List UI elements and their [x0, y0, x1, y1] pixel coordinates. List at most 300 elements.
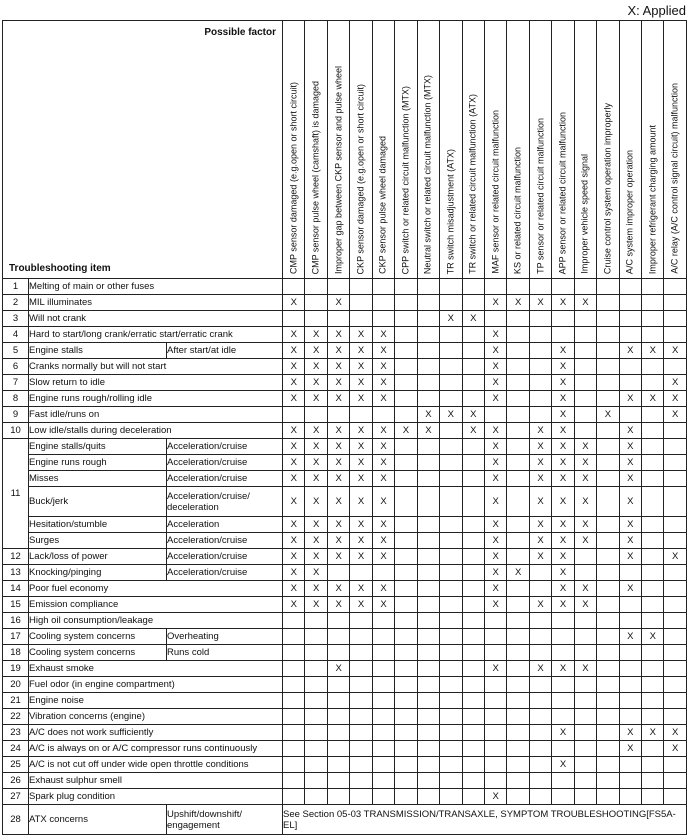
factor-label: CKP sensor pulse wheel damaged: [377, 136, 388, 274]
factor-cell: [440, 517, 462, 533]
legend: X: Applied: [627, 3, 686, 18]
factor-cell: X: [619, 549, 641, 565]
factor-header: [440, 21, 462, 279]
factor-cell: [305, 757, 327, 773]
factor-cell: X: [305, 597, 327, 613]
factor-cell: [664, 455, 686, 471]
factor-cell: [462, 789, 484, 805]
factor-cell: X: [350, 343, 372, 359]
factor-cell: X: [552, 391, 574, 407]
row-number: 2: [3, 295, 29, 311]
factor-cell: [597, 279, 619, 295]
factor-cell: [507, 391, 529, 407]
factor-header: [305, 21, 327, 279]
factor-cell: [305, 295, 327, 311]
factor-cell: X: [305, 455, 327, 471]
factor-cell: X: [372, 597, 394, 613]
factor-cell: [529, 773, 551, 789]
factor-cell: X: [305, 565, 327, 581]
factor-cell: X: [327, 391, 349, 407]
factor-cell: X: [327, 517, 349, 533]
factor-cell: [417, 471, 439, 487]
factor-cell: [395, 597, 417, 613]
factor-cell: X: [664, 741, 686, 757]
factor-cell: [597, 757, 619, 773]
factor-cell: [350, 645, 372, 661]
factor-cell: X: [305, 533, 327, 549]
troubleshooting-item: Cooling system concerns: [29, 645, 167, 661]
factor-cell: [417, 391, 439, 407]
factor-cell: X: [283, 549, 305, 565]
factor-cell: [283, 613, 305, 629]
troubleshooting-item: A/C is always on or A/C compressor runs continuously: [29, 741, 283, 757]
factor-cell: [642, 645, 664, 661]
factor-cell: [462, 455, 484, 471]
troubleshooting-item: High oil consumption/leakage: [29, 613, 283, 629]
factor-cell: [395, 565, 417, 581]
factor-cell: [529, 789, 551, 805]
factor-cell: X: [552, 375, 574, 391]
factor-cell: [395, 533, 417, 549]
factor-cell: X: [552, 533, 574, 549]
factor-cell: [642, 407, 664, 423]
factor-cell: [372, 407, 394, 423]
factor-cell: [462, 487, 484, 517]
factor-cell: [283, 693, 305, 709]
factor-label: CPP switch or related circuit malfunction (MTX): [400, 85, 411, 274]
factor-label: Improper vehicle speed signal: [579, 154, 590, 274]
table-row: [3, 725, 687, 741]
factor-cell: [574, 423, 596, 439]
factor-cell: [484, 311, 506, 327]
table-row: [3, 455, 687, 471]
factor-cell: [440, 549, 462, 565]
factor-cell: [372, 757, 394, 773]
troubleshooting-item: A/C does not work sufficiently: [29, 725, 283, 741]
factor-cell: [642, 773, 664, 789]
factor-cell: [395, 629, 417, 645]
factor-cell: X: [327, 455, 349, 471]
factor-cell: [350, 725, 372, 741]
factor-cell: [305, 279, 327, 295]
factor-cell: [440, 279, 462, 295]
factor-cell: X: [327, 661, 349, 677]
factor-cell: X: [664, 549, 686, 565]
factor-cell: [574, 789, 596, 805]
factor-cell: [305, 645, 327, 661]
factor-cell: [305, 311, 327, 327]
troubleshooting-item: A/C is not cut off under wide open throttle conditions: [29, 757, 283, 773]
factor-cell: [462, 693, 484, 709]
factor-cell: X: [417, 423, 439, 439]
factor-cell: [417, 789, 439, 805]
factor-cell: [529, 709, 551, 725]
factor-cell: [372, 693, 394, 709]
factor-cell: [597, 343, 619, 359]
factor-cell: [507, 533, 529, 549]
row-number: 1: [3, 279, 29, 295]
factor-header: [619, 21, 641, 279]
factor-cell: [372, 709, 394, 725]
factor-cell: [372, 725, 394, 741]
factor-cell: [529, 677, 551, 693]
factor-cell: [507, 597, 529, 613]
factor-cell: [552, 645, 574, 661]
factor-cell: [642, 327, 664, 343]
factor-cell: [597, 549, 619, 565]
factor-cell: [305, 741, 327, 757]
factor-cell: [372, 661, 394, 677]
factor-cell: [395, 407, 417, 423]
factor-label: Cruise control system operation improperly: [602, 102, 613, 274]
factor-cell: [507, 487, 529, 517]
factor-cell: [283, 407, 305, 423]
factor-cell: X: [440, 311, 462, 327]
factor-cell: [619, 375, 641, 391]
factor-cell: [664, 295, 686, 311]
factor-cell: [417, 613, 439, 629]
factor-cell: X: [327, 327, 349, 343]
factor-cell: [417, 295, 439, 311]
factor-cell: [552, 327, 574, 343]
factor-header: [283, 21, 305, 279]
row-number: 3: [3, 311, 29, 327]
factor-cell: [417, 597, 439, 613]
factor-cell: X: [484, 661, 506, 677]
factor-cell: X: [372, 517, 394, 533]
factor-cell: [642, 741, 664, 757]
factor-cell: [642, 279, 664, 295]
troubleshooting-item: Surges: [29, 533, 167, 549]
factor-cell: [574, 629, 596, 645]
troubleshooting-item: Exhaust smoke: [29, 661, 283, 677]
factor-cell: X: [552, 549, 574, 565]
factor-cell: [395, 709, 417, 725]
factor-cell: X: [484, 549, 506, 565]
factor-cell: [350, 757, 372, 773]
row-number: 6: [3, 359, 29, 375]
factor-cell: X: [327, 597, 349, 613]
factor-cell: [484, 757, 506, 773]
factor-cell: [597, 773, 619, 789]
factor-cell: [552, 741, 574, 757]
troubleshooting-item-label: Troubleshooting item: [9, 263, 111, 274]
table-row: [3, 709, 687, 725]
troubleshooting-item: Emission compliance: [29, 597, 283, 613]
factor-cell: [507, 549, 529, 565]
factor-cell: [574, 327, 596, 343]
factor-cell: [440, 327, 462, 343]
factor-cell: [619, 613, 641, 629]
factor-cell: X: [529, 487, 551, 517]
factor-cell: [507, 709, 529, 725]
factor-cell: X: [350, 487, 372, 517]
factor-cell: [529, 343, 551, 359]
factor-cell: X: [552, 757, 574, 773]
table-row: [3, 613, 687, 629]
row-number: 27: [3, 789, 29, 805]
factor-cell: [417, 279, 439, 295]
row-number: 10: [3, 423, 29, 439]
factor-cell: [484, 725, 506, 741]
row-number: 18: [3, 645, 29, 661]
troubleshooting-item: Hard to start/long crank/erratic start/erratic crank: [29, 327, 283, 343]
factor-cell: [440, 439, 462, 455]
factor-cell: X: [350, 533, 372, 549]
factor-cell: [462, 359, 484, 375]
factor-cell: [283, 645, 305, 661]
row-number: 15: [3, 597, 29, 613]
factor-cell: X: [619, 581, 641, 597]
factor-cell: [395, 789, 417, 805]
factor-cell: [664, 773, 686, 789]
factor-cell: X: [507, 565, 529, 581]
factor-cell: X: [327, 295, 349, 311]
condition: Acceleration/cruise: [167, 455, 283, 471]
factor-cell: X: [552, 725, 574, 741]
factor-cell: X: [552, 407, 574, 423]
factor-cell: [372, 279, 394, 295]
factor-header: [327, 21, 349, 279]
troubleshooting-item: Lack/loss of power: [29, 549, 167, 565]
factor-cell: [597, 533, 619, 549]
factor-cell: [507, 327, 529, 343]
factor-cell: [395, 391, 417, 407]
factor-cell: X: [283, 423, 305, 439]
factor-cell: X: [574, 455, 596, 471]
row-number: 25: [3, 757, 29, 773]
factor-cell: [597, 311, 619, 327]
reference-note: See Section 05-03 TRANSMISSION/TRANSAXLE, SYMPTOM TROUBLESHOOTING[FS5A-EL]: [283, 805, 687, 835]
factor-header: [529, 21, 551, 279]
factor-cell: [350, 295, 372, 311]
factor-cell: [440, 789, 462, 805]
factor-cell: [507, 455, 529, 471]
factor-cell: [484, 773, 506, 789]
factor-cell: [484, 407, 506, 423]
factor-cell: [283, 741, 305, 757]
factor-cell: [395, 375, 417, 391]
factor-cell: [574, 757, 596, 773]
factor-cell: X: [327, 487, 349, 517]
factor-cell: [597, 455, 619, 471]
row-number: 4: [3, 327, 29, 343]
factor-cell: [283, 677, 305, 693]
table-row: [3, 533, 687, 549]
factor-cell: [507, 439, 529, 455]
factor-cell: X: [484, 391, 506, 407]
factor-cell: [664, 789, 686, 805]
factor-cell: [642, 423, 664, 439]
factor-cell: [417, 533, 439, 549]
factor-cell: [440, 423, 462, 439]
factor-cell: X: [440, 407, 462, 423]
table-row: [3, 487, 687, 517]
factor-cell: X: [350, 581, 372, 597]
factor-label: Improper refrigerant charging amount: [647, 124, 658, 274]
table-row: [3, 407, 687, 423]
factor-cell: [664, 487, 686, 517]
factor-cell: X: [574, 597, 596, 613]
factor-cell: X: [619, 533, 641, 549]
factor-cell: X: [372, 455, 394, 471]
factor-cell: X: [283, 471, 305, 487]
factor-cell: [529, 311, 551, 327]
row-number: 12: [3, 549, 29, 565]
factor-cell: [395, 359, 417, 375]
factor-cell: [642, 533, 664, 549]
factor-header: [395, 21, 417, 279]
factor-cell: X: [305, 423, 327, 439]
factor-cell: [417, 693, 439, 709]
factor-cell: [619, 645, 641, 661]
factor-cell: X: [529, 661, 551, 677]
row-number: 20: [3, 677, 29, 693]
factor-cell: [574, 549, 596, 565]
factor-cell: [440, 645, 462, 661]
factor-cell: [417, 757, 439, 773]
factor-cell: [462, 613, 484, 629]
factor-cell: [327, 773, 349, 789]
factor-cell: [372, 677, 394, 693]
factor-cell: [664, 581, 686, 597]
factor-cell: [642, 565, 664, 581]
factor-cell: X: [484, 423, 506, 439]
factor-cell: X: [350, 439, 372, 455]
condition: Upshift/downshift/ engagement: [167, 805, 283, 835]
factor-cell: [664, 439, 686, 455]
factor-cell: [484, 693, 506, 709]
factor-cell: X: [283, 375, 305, 391]
factor-cell: [462, 343, 484, 359]
condition: Acceleration/cruise: [167, 565, 283, 581]
factor-cell: [664, 645, 686, 661]
factor-cell: [552, 693, 574, 709]
factor-cell: [664, 597, 686, 613]
factor-cell: X: [283, 517, 305, 533]
factor-cell: [642, 295, 664, 311]
factor-cell: [507, 741, 529, 757]
table-row: [3, 327, 687, 343]
factor-cell: X: [484, 789, 506, 805]
factor-header: [372, 21, 394, 279]
factor-cell: [395, 327, 417, 343]
factor-cell: X: [395, 423, 417, 439]
table-row: [3, 597, 687, 613]
factor-cell: [305, 725, 327, 741]
factor-cell: [417, 629, 439, 645]
factor-cell: [597, 741, 619, 757]
factor-label: APP sensor or related circuit malfunction: [557, 111, 568, 274]
factor-cell: [395, 661, 417, 677]
factor-cell: [305, 789, 327, 805]
troubleshooting-item: Misses: [29, 471, 167, 487]
factor-cell: X: [484, 517, 506, 533]
factor-cell: [417, 645, 439, 661]
factor-cell: [417, 359, 439, 375]
factor-cell: [350, 613, 372, 629]
factor-cell: [529, 741, 551, 757]
factor-cell: [417, 549, 439, 565]
factor-cell: [440, 629, 462, 645]
factor-cell: X: [350, 471, 372, 487]
factor-cell: [619, 359, 641, 375]
factor-cell: [597, 789, 619, 805]
factor-cell: [507, 423, 529, 439]
factor-cell: [305, 677, 327, 693]
factor-cell: X: [484, 375, 506, 391]
factor-cell: [664, 311, 686, 327]
factor-cell: X: [327, 439, 349, 455]
factor-cell: [619, 279, 641, 295]
factor-cell: [350, 311, 372, 327]
factor-cell: [552, 677, 574, 693]
factor-cell: [283, 725, 305, 741]
factor-cell: [440, 693, 462, 709]
factor-cell: [440, 471, 462, 487]
factor-cell: [395, 613, 417, 629]
troubleshooting-item: Cooling system concerns: [29, 629, 167, 645]
factor-cell: X: [552, 359, 574, 375]
factor-cell: [574, 343, 596, 359]
factor-cell: [484, 279, 506, 295]
factor-header: [484, 21, 506, 279]
factor-cell: [619, 327, 641, 343]
factor-cell: [642, 487, 664, 517]
factor-cell: X: [350, 391, 372, 407]
factor-cell: [417, 773, 439, 789]
factor-cell: X: [552, 661, 574, 677]
factor-header: [462, 21, 484, 279]
factor-cell: [507, 661, 529, 677]
factor-cell: [552, 613, 574, 629]
condition: Acceleration/cruise: [167, 549, 283, 565]
factor-cell: [664, 423, 686, 439]
row-number: 9: [3, 407, 29, 423]
factor-cell: X: [327, 549, 349, 565]
factor-cell: X: [619, 439, 641, 455]
factor-cell: [507, 613, 529, 629]
factor-cell: [507, 359, 529, 375]
troubleshooting-item: MIL illuminates: [29, 295, 283, 311]
factor-cell: X: [552, 581, 574, 597]
factor-cell: X: [305, 327, 327, 343]
factor-cell: [283, 757, 305, 773]
troubleshooting-item: Melting of main or other fuses: [29, 279, 283, 295]
factor-cell: [417, 439, 439, 455]
row-number: 19: [3, 661, 29, 677]
factor-cell: [350, 709, 372, 725]
factor-cell: [417, 311, 439, 327]
factor-cell: [484, 741, 506, 757]
factor-cell: X: [552, 565, 574, 581]
factor-cell: X: [283, 455, 305, 471]
factor-cell: [462, 471, 484, 487]
factor-cell: X: [305, 343, 327, 359]
factor-cell: [462, 661, 484, 677]
troubleshooting-item: Exhaust sulphur smell: [29, 773, 283, 789]
factor-cell: [619, 757, 641, 773]
factor-cell: [597, 359, 619, 375]
factor-cell: [529, 407, 551, 423]
factor-cell: X: [372, 439, 394, 455]
factor-cell: [395, 581, 417, 597]
factor-cell: [619, 709, 641, 725]
row-number: 22: [3, 709, 29, 725]
factor-cell: X: [642, 725, 664, 741]
factor-header: [417, 21, 439, 279]
factor-header: [507, 21, 529, 279]
